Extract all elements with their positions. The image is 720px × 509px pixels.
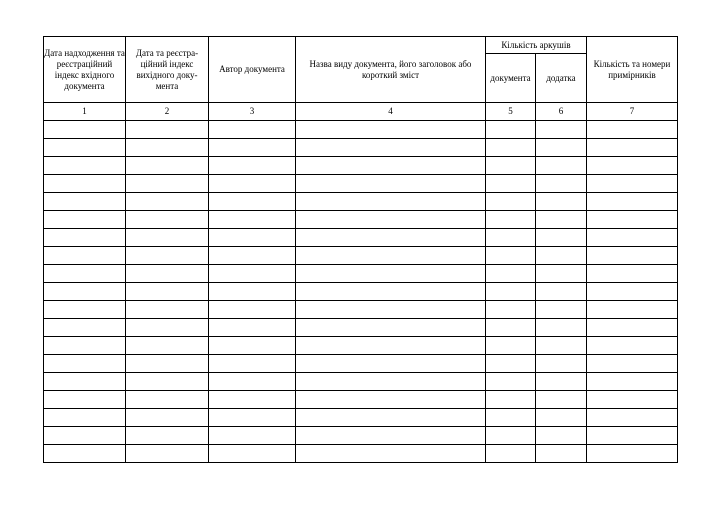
table-row (44, 427, 678, 445)
table-cell (536, 139, 587, 157)
table-cell (536, 301, 587, 319)
table-cell (486, 409, 536, 427)
table-cell (126, 391, 209, 409)
table-cell (587, 283, 678, 301)
table-cell (486, 211, 536, 229)
table-row (44, 211, 678, 229)
table-cell (126, 157, 209, 175)
table-row (44, 391, 678, 409)
table-cell (209, 229, 296, 247)
table-cell (209, 265, 296, 283)
table-cell (587, 337, 678, 355)
header-author: Автор документа (209, 37, 296, 103)
table-cell (486, 355, 536, 373)
table-cell (296, 319, 486, 337)
header-outgoing-date-index: Дата та реєстра-ційний індекс вихідного доку-мента (126, 37, 209, 103)
table-row (44, 139, 678, 157)
table-row (44, 157, 678, 175)
table-cell (209, 409, 296, 427)
table-cell (587, 247, 678, 265)
table-cell (44, 427, 126, 445)
table-cell (486, 121, 536, 139)
table-cell (486, 283, 536, 301)
table-cell (486, 337, 536, 355)
table-cell (44, 391, 126, 409)
table-cell (296, 193, 486, 211)
table-cell (209, 157, 296, 175)
column-number-row (44, 103, 678, 121)
table-cell (126, 121, 209, 139)
table-cell (44, 265, 126, 283)
table-cell (296, 175, 486, 193)
table-cell (587, 265, 678, 283)
table-cell (587, 139, 678, 157)
table-cell (587, 355, 678, 373)
table-cell (296, 373, 486, 391)
table-cell (587, 121, 678, 139)
table-cell (486, 391, 536, 409)
table-cell (126, 283, 209, 301)
table-cell (126, 265, 209, 283)
table-cell (536, 319, 587, 337)
table-cell (587, 319, 678, 337)
table-cell (536, 175, 587, 193)
table-body (44, 103, 678, 463)
table-cell (587, 175, 678, 193)
table-cell (536, 193, 587, 211)
table-cell (536, 373, 587, 391)
table-cell (296, 409, 486, 427)
table-cell (126, 139, 209, 157)
table-cell (209, 445, 296, 463)
table-cell (126, 211, 209, 229)
header-copies: Кількість та номери примірників (587, 37, 678, 103)
table-row (44, 229, 678, 247)
table-cell (209, 391, 296, 409)
table-cell (296, 265, 486, 283)
table-cell (486, 319, 536, 337)
table-cell (587, 157, 678, 175)
table-cell (126, 247, 209, 265)
table-cell (486, 445, 536, 463)
table-cell (209, 283, 296, 301)
table-cell (44, 337, 126, 355)
table-cell (486, 301, 536, 319)
table-cell (296, 445, 486, 463)
table-cell (296, 121, 486, 139)
table-cell (587, 445, 678, 463)
table-cell (126, 337, 209, 355)
table-cell (536, 211, 587, 229)
table-cell (296, 337, 486, 355)
table-cell (486, 157, 536, 175)
table-cell (209, 211, 296, 229)
table-cell (296, 139, 486, 157)
table-cell (486, 373, 536, 391)
table-cell (44, 355, 126, 373)
table-cell (126, 229, 209, 247)
table-row (44, 337, 678, 355)
header-document-title: Назва виду документа, його заголовок або короткий зміст (296, 37, 486, 103)
header-sheet-count: Кількість аркушів (486, 37, 587, 54)
table-cell (209, 139, 296, 157)
table-cell (44, 175, 126, 193)
table-cell (486, 427, 536, 445)
table-cell (126, 427, 209, 445)
table-cell (296, 211, 486, 229)
table-row (44, 355, 678, 373)
table-cell (126, 175, 209, 193)
table-cell (296, 157, 486, 175)
table-cell (296, 301, 486, 319)
table-row (44, 409, 678, 427)
table-cell (126, 409, 209, 427)
table-cell (209, 373, 296, 391)
table-cell (126, 193, 209, 211)
table-cell (296, 283, 486, 301)
table-cell (536, 409, 587, 427)
header-incoming-date-index: Дата надходження та реєстраційний індекс вхідного документа (44, 37, 126, 103)
table-cell (587, 373, 678, 391)
table-row (44, 301, 678, 319)
table-cell (209, 427, 296, 445)
column-number: 1 (44, 103, 126, 121)
table-cell (126, 355, 209, 373)
table-cell (536, 337, 587, 355)
table-cell (44, 445, 126, 463)
table-cell (536, 247, 587, 265)
table-cell (536, 229, 587, 247)
table-cell (126, 319, 209, 337)
table-cell (44, 247, 126, 265)
table-cell (44, 319, 126, 337)
table-cell (587, 301, 678, 319)
table-cell (486, 193, 536, 211)
table-cell (126, 445, 209, 463)
header-row-top (44, 37, 678, 54)
header-sheets-attachment: додатка (536, 54, 587, 103)
table-cell (44, 229, 126, 247)
table-cell (296, 229, 486, 247)
table-cell (209, 355, 296, 373)
table-cell (44, 139, 126, 157)
table-cell (296, 355, 486, 373)
column-number: 5 (486, 103, 536, 121)
table-cell (209, 301, 296, 319)
column-number: 7 (587, 103, 678, 121)
table-cell (296, 391, 486, 409)
table-cell (209, 247, 296, 265)
table-cell (587, 229, 678, 247)
table-cell (536, 355, 587, 373)
table-cell (209, 193, 296, 211)
table-cell (44, 157, 126, 175)
table-row (44, 373, 678, 391)
table-cell (44, 373, 126, 391)
table-cell (486, 265, 536, 283)
table-cell (587, 391, 678, 409)
column-number: 3 (209, 103, 296, 121)
table-cell (44, 283, 126, 301)
column-number: 2 (126, 103, 209, 121)
table-row (44, 319, 678, 337)
table-cell (587, 427, 678, 445)
table-cell (296, 427, 486, 445)
table-cell (209, 175, 296, 193)
table-cell (536, 445, 587, 463)
table-cell (44, 301, 126, 319)
table-cell (44, 211, 126, 229)
table-cell (486, 229, 536, 247)
table-cell (209, 121, 296, 139)
table-cell (536, 157, 587, 175)
document-register-table (43, 36, 678, 463)
table-row (44, 121, 678, 139)
table-cell (486, 247, 536, 265)
table-cell (126, 301, 209, 319)
table-cell (44, 121, 126, 139)
table-cell (587, 211, 678, 229)
table-cell (126, 373, 209, 391)
table-cell (536, 283, 587, 301)
table-cell (486, 175, 536, 193)
table-cell (44, 193, 126, 211)
table-cell (209, 319, 296, 337)
table-row (44, 175, 678, 193)
column-number: 4 (296, 103, 486, 121)
table-cell (536, 427, 587, 445)
table-cell (536, 121, 587, 139)
table-row (44, 445, 678, 463)
table-cell (209, 337, 296, 355)
table-row (44, 283, 678, 301)
table-cell (296, 247, 486, 265)
table-cell (486, 139, 536, 157)
table-cell (587, 193, 678, 211)
table-row (44, 247, 678, 265)
header-sheets-document: документа (486, 54, 536, 103)
table-row (44, 265, 678, 283)
table-cell (536, 265, 587, 283)
column-number: 6 (536, 103, 587, 121)
table-cell (587, 409, 678, 427)
table-row (44, 193, 678, 211)
table-cell (536, 391, 587, 409)
table-cell (44, 409, 126, 427)
